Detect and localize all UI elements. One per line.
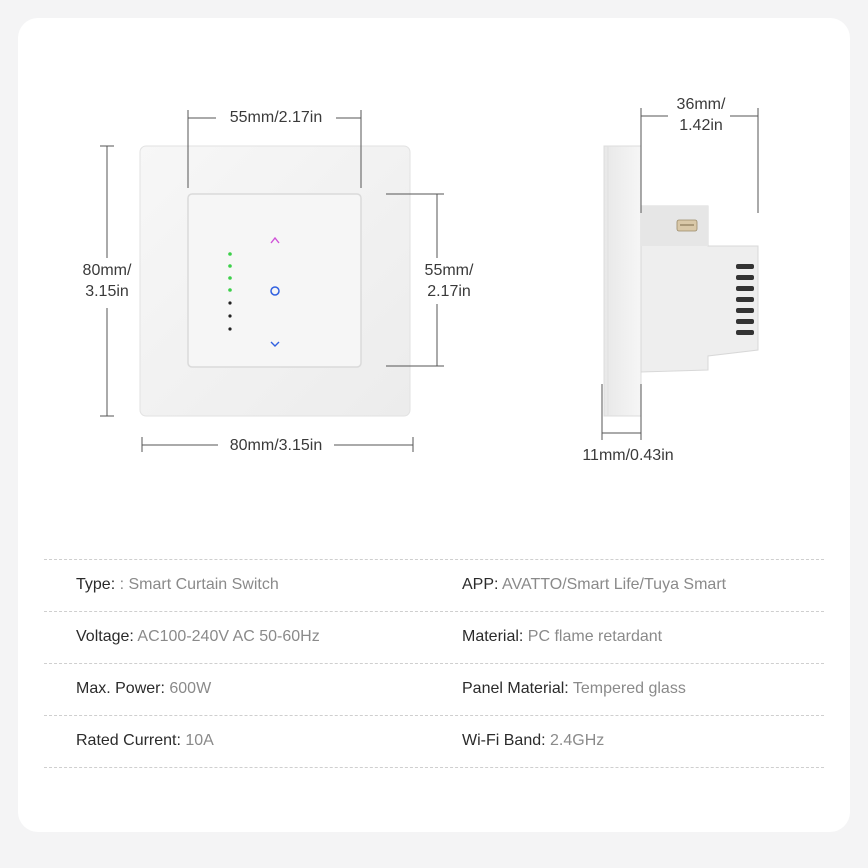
spec-table bbox=[44, 559, 824, 768]
spec-value: AVATTO/Smart Life/Tuya Smart bbox=[498, 576, 727, 593]
spec-app bbox=[462, 576, 726, 594]
led-off bbox=[228, 301, 231, 304]
spec-value: Tempered glass bbox=[568, 680, 686, 697]
dim-glass-thickness: 11mm/0.43in bbox=[582, 447, 674, 464]
dim-panel-width: 80mm/3.15in bbox=[229, 437, 323, 454]
dim-depth: 36mm/ 1.42in bbox=[676, 96, 726, 134]
spec-label: Max. Power: bbox=[76, 680, 165, 697]
spec-value: PC flame retardant bbox=[523, 628, 663, 645]
spec-material bbox=[462, 628, 662, 646]
spec-row bbox=[44, 559, 824, 611]
spec-value: 2.4GHz bbox=[545, 732, 605, 749]
led-on bbox=[228, 288, 232, 292]
spec-voltage bbox=[76, 628, 320, 646]
spec-row bbox=[44, 663, 824, 715]
spec-panel-material bbox=[462, 680, 686, 698]
dim-front-height: 80mm/ 3.15in bbox=[82, 262, 132, 300]
led-off bbox=[228, 327, 231, 330]
spec-max-power bbox=[76, 680, 211, 698]
spec-value: 600W bbox=[164, 680, 212, 697]
spec-label: Voltage: bbox=[76, 628, 134, 645]
led-on bbox=[228, 276, 232, 280]
spec-row bbox=[44, 611, 824, 663]
spec-type bbox=[76, 576, 279, 594]
spec-value: AC100-240V AC 50-60Hz bbox=[133, 628, 320, 645]
spec-label: Panel Material: bbox=[462, 680, 569, 697]
led-off bbox=[228, 314, 231, 317]
led-on bbox=[228, 252, 232, 256]
spec-wifi-band bbox=[462, 732, 604, 750]
dim-front-width: 55mm/2.17in bbox=[229, 109, 323, 126]
spec-label: Wi-Fi Band: bbox=[462, 732, 546, 749]
spec-value: 10A bbox=[180, 732, 214, 749]
spec-label: APP: bbox=[462, 576, 499, 593]
dim-inner-height: 55mm/ 2.17in bbox=[424, 262, 474, 300]
led-on bbox=[228, 264, 232, 268]
side-glass-plate bbox=[604, 146, 641, 416]
spec-label: Type: bbox=[76, 576, 116, 593]
spec-label: Rated Current: bbox=[76, 732, 181, 749]
spec-row bbox=[44, 715, 824, 768]
spec-value: : Smart Curtain Switch bbox=[115, 576, 279, 593]
touch-area bbox=[188, 194, 361, 367]
spec-label: Material: bbox=[462, 628, 524, 645]
spec-rated-current bbox=[76, 732, 214, 750]
